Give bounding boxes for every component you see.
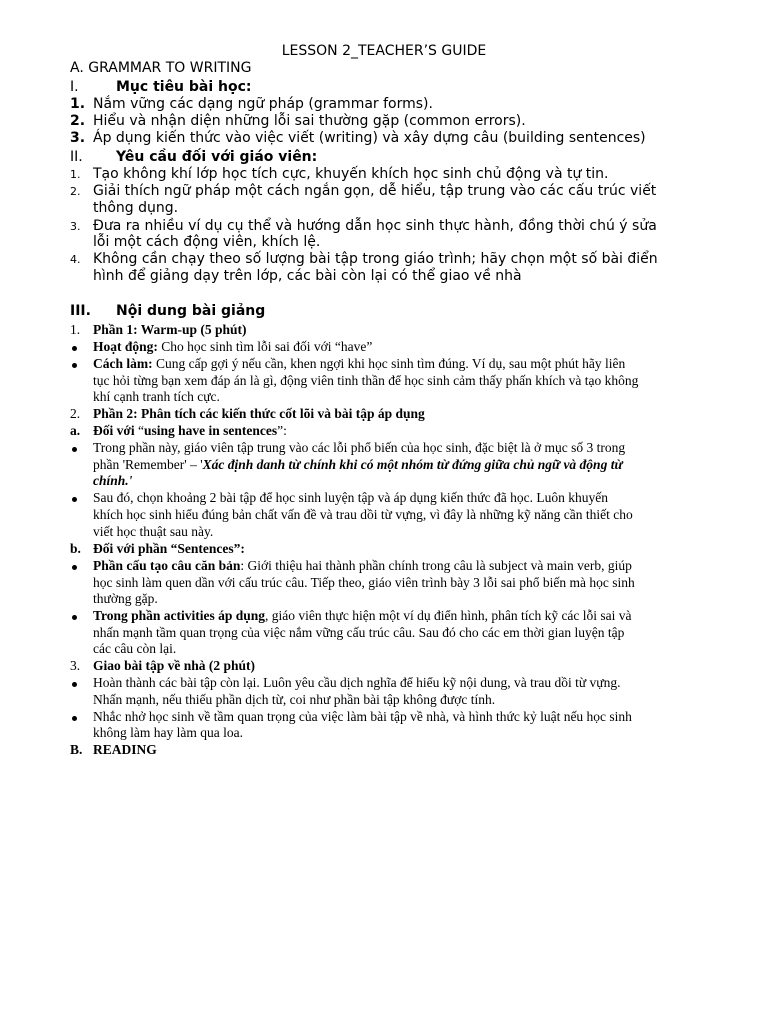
bullet-icon (72, 497, 77, 502)
part-3-number: 3. (70, 658, 81, 673)
section-b-letter: B. (70, 742, 83, 757)
bullet-icon (72, 682, 77, 687)
bullet-icon (72, 447, 77, 452)
req-2-number: 2. (70, 185, 81, 198)
section-1-number: I. (70, 79, 79, 95)
req-4-line-2: hình để giảng dạy trên lớp, các bài còn lại có thể giao về nhà (93, 268, 522, 284)
part-2-heading: Phần 2: Phân tích các kiến thức cốt lõi và bài tập áp dụng (93, 406, 425, 421)
p2a-bullet-2-line-1: Sau đó, chọn khoảng 2 bài tập để học sinh luyện tập và áp dụng kiến thức đã học. Luôn khuyến (93, 490, 608, 505)
document-title: LESSON 2_TEACHER’S GUIDE (281, 43, 487, 59)
req-3-number: 3. (70, 220, 81, 233)
section-3-number: III. (70, 303, 91, 319)
part-2b-heading: Đối với phần “Sentences”: (93, 541, 245, 556)
p2a-bullet-2-line-2: khích học sinh hiểu đúng bản chất vấn đề và trau dồi từ vựng, vì đây là những kỹ năng cần thiết cho (93, 507, 633, 522)
p2a-bullet-2-line-3: viết học thuật sau này. (93, 524, 214, 539)
p2a-bullet-1-line-1: Trong phần này, giáo viên tập trung vào các lỗi phổ biến của học sinh, đặc biệt là ở mục số 3 trong (93, 440, 626, 455)
goal-3-number: 3. (70, 130, 86, 146)
p2b-bullet-2-line-1: Trong phần activities áp dụng, giáo viên thực hiện một ví dụ điển hình, phân tích kỹ các lỗi sai và (93, 608, 632, 623)
req-3-line-1: Đưa ra nhiều ví dụ cụ thể và hướng dẫn học sinh thực hành, đồng thời chú ý sửa (93, 218, 657, 234)
p1-activity: Hoạt động: Cho học sinh tìm lỗi sai đối với “have” (93, 339, 373, 354)
part-2b-letter: b. (70, 541, 81, 556)
p3-bullet-1-line-1: Hoàn thành các bài tập còn lại. Luôn yêu cầu dịch nghĩa để hiểu kỹ nội dung, và trau dồi từ vựng. (93, 675, 621, 690)
section-2-heading: Yêu cầu đối với giáo viên: (116, 149, 318, 165)
p2a-bullet-1-line-2: phần 'Remember' – 'Xác định danh từ chính khi có một nhóm từ đứng giữa chủ ngữ và động từ (93, 457, 623, 472)
goal-3-text: Áp dụng kiến thức vào việc viết (writing) và xây dựng câu (building sentences) (93, 130, 646, 146)
section-1-heading: Mục tiêu bài học: (116, 79, 252, 95)
req-2-line-1: Giải thích ngữ pháp một cách ngắn gọn, dễ hiểu, tập trung vào các cấu trúc viết (93, 183, 657, 199)
section-a-heading: A. GRAMMAR TO WRITING (70, 60, 252, 76)
goal-1-text: Nắm vững các dạng ngữ pháp (grammar forms). (93, 96, 433, 112)
req-1-number: 1. (70, 168, 81, 181)
p3-bullet-2-line-1: Nhắc nhở học sinh về tầm quan trọng của việc làm bài tập về nhà, và hình thức kỷ luật nếu học sinh (93, 709, 632, 724)
part-2-number: 2. (70, 406, 81, 421)
p2b-bullet-1-line-3: thường gặp. (93, 591, 158, 606)
p2b-bullet-1-line-1: Phần cấu tạo câu căn bản: Giới thiệu hai thành phần chính trong câu là subject và main verb, giúp (93, 558, 632, 573)
p1-method-line-2: tục hỏi từng bạn xem đáp án là gì, động viên tinh thần để học sinh cảm thấy phấn khích và tạo không (93, 373, 639, 388)
p2b-bullet-2-line-3: các câu còn lại. (93, 641, 177, 656)
bullet-icon (72, 615, 77, 620)
goal-2-number: 2. (70, 113, 86, 129)
section-2-number: II. (70, 149, 83, 165)
p3-bullet-2-line-2: không làm hay làm qua loa. (93, 725, 243, 740)
bullet-icon (72, 565, 77, 570)
p2b-bullet-1-line-2: học sinh làm quen dần với cấu trúc câu. Tiếp theo, giáo viên trình bày 3 lỗi sai phổ biến mà học sinh (93, 575, 635, 590)
bullet-icon (72, 716, 77, 721)
section-b-heading: READING (93, 742, 157, 757)
p3-bullet-1-line-2: Nhấn mạnh, nếu thiếu phần dịch từ, coi như phần bài tập không được tính. (93, 692, 496, 707)
req-4-number: 4. (70, 253, 81, 266)
p2a-bullet-1-line-3: chính.' (93, 473, 133, 488)
p2b-bullet-2-line-2: nhấn mạnh tầm quan trọng của việc nắm vững cấu trúc câu. Sau đó cho các em thời gian luyện tập (93, 625, 625, 640)
p1-method-line-3: khí cạnh tranh tích cực. (93, 389, 220, 404)
bullet-icon (72, 363, 77, 368)
section-3-heading: Nội dung bài giảng (116, 303, 266, 319)
part-3-heading: Giao bài tập về nhà (2 phút) (93, 658, 256, 673)
part-1-heading: Phần 1: Warm-up (5 phút) (93, 322, 247, 337)
part-2a-letter: a. (70, 423, 81, 438)
req-1-text: Tạo không khí lớp học tích cực, khuyến khích học sinh chủ động và tự tin. (93, 166, 609, 182)
req-2-line-2: thông dụng. (93, 200, 179, 216)
req-3-line-2: lỗi một cách động viên, khích lệ. (93, 234, 321, 250)
part-2a-heading: Đối với “using have in sentences”: (93, 423, 287, 438)
goal-1-number: 1. (70, 96, 86, 112)
req-4-line-1: Không cần chạy theo số lượng bài tập trong giáo trình; hãy chọn một số bài điển (93, 251, 658, 267)
goal-2-text: Hiểu và nhận diện những lỗi sai thường gặp (common errors). (93, 113, 526, 129)
bullet-icon (72, 346, 77, 351)
part-1-number: 1. (70, 322, 81, 337)
p1-method-line-1: Cách làm: Cung cấp gợi ý nếu cần, khen ngợi khi học sinh tìm đúng. Ví dụ, sau một phút hãy liên (93, 356, 626, 371)
